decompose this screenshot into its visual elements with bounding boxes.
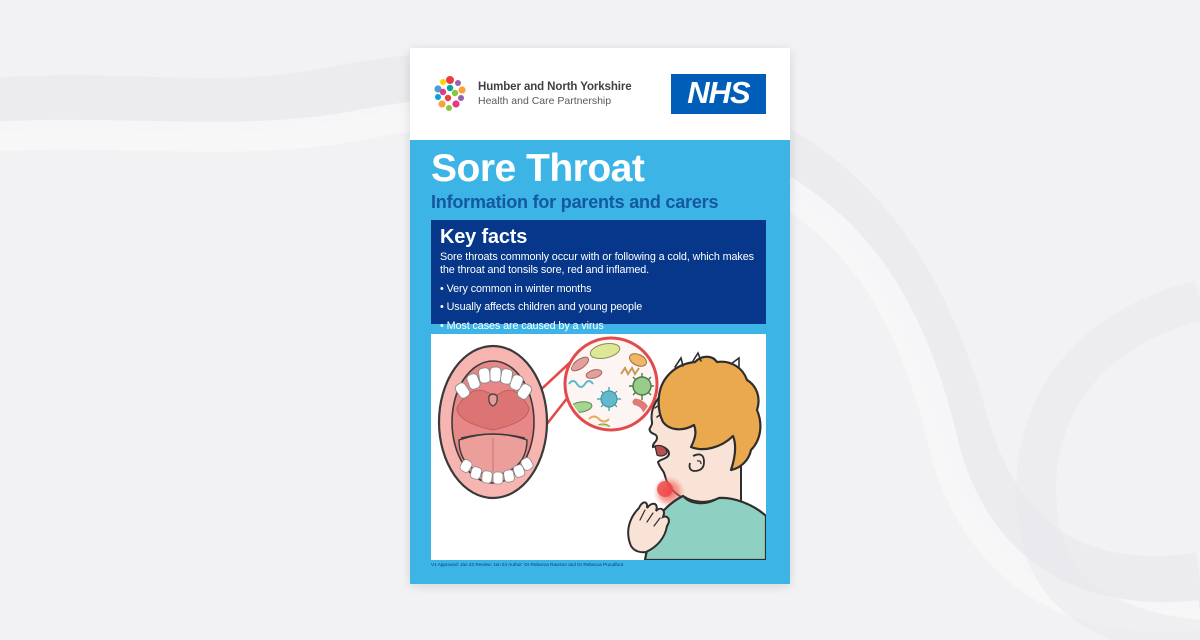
- partnership-logo: [430, 73, 632, 115]
- poster-body: [410, 140, 790, 584]
- key-facts-bullet: • Most cases are caused by a virus: [440, 320, 757, 332]
- partnership-flower-icon: [430, 73, 470, 115]
- page-title: Sore Throat: [431, 147, 645, 190]
- key-facts-bullet-list: [440, 283, 757, 332]
- poster-header: [410, 48, 790, 140]
- partnership-logo-text: [478, 80, 632, 108]
- key-facts-heading: Key facts: [440, 226, 528, 248]
- page-subtitle: Information for parents and carers: [431, 192, 719, 212]
- key-facts-bullet: • Very common in winter months: [440, 283, 757, 295]
- sore-throat-illustration: [431, 334, 766, 560]
- germs-magnifier-circle: [565, 338, 657, 432]
- partnership-subname: Health and Care Partnership: [478, 94, 612, 107]
- key-facts-box: [431, 220, 766, 332]
- open-mouth-illustration: [439, 346, 547, 498]
- version-footer: V1 Approved: Jan 22 Review: Jan 24 Author: Dr Rebecca Rawson and Dr Rebecca Proudfoot: [431, 562, 624, 568]
- illustration-panel: [431, 334, 766, 560]
- partnership-name: Humber and North Yorkshire: [478, 81, 632, 94]
- nhs-logo: NHS: [671, 74, 766, 114]
- leaflet-poster: [410, 48, 790, 584]
- key-facts-bullet: • Usually affects children and young people: [440, 301, 757, 313]
- key-facts-intro: Sore throats commonly occur with or following a cold, which makes the throat and tonsils sore, red and inflamed.: [440, 251, 754, 276]
